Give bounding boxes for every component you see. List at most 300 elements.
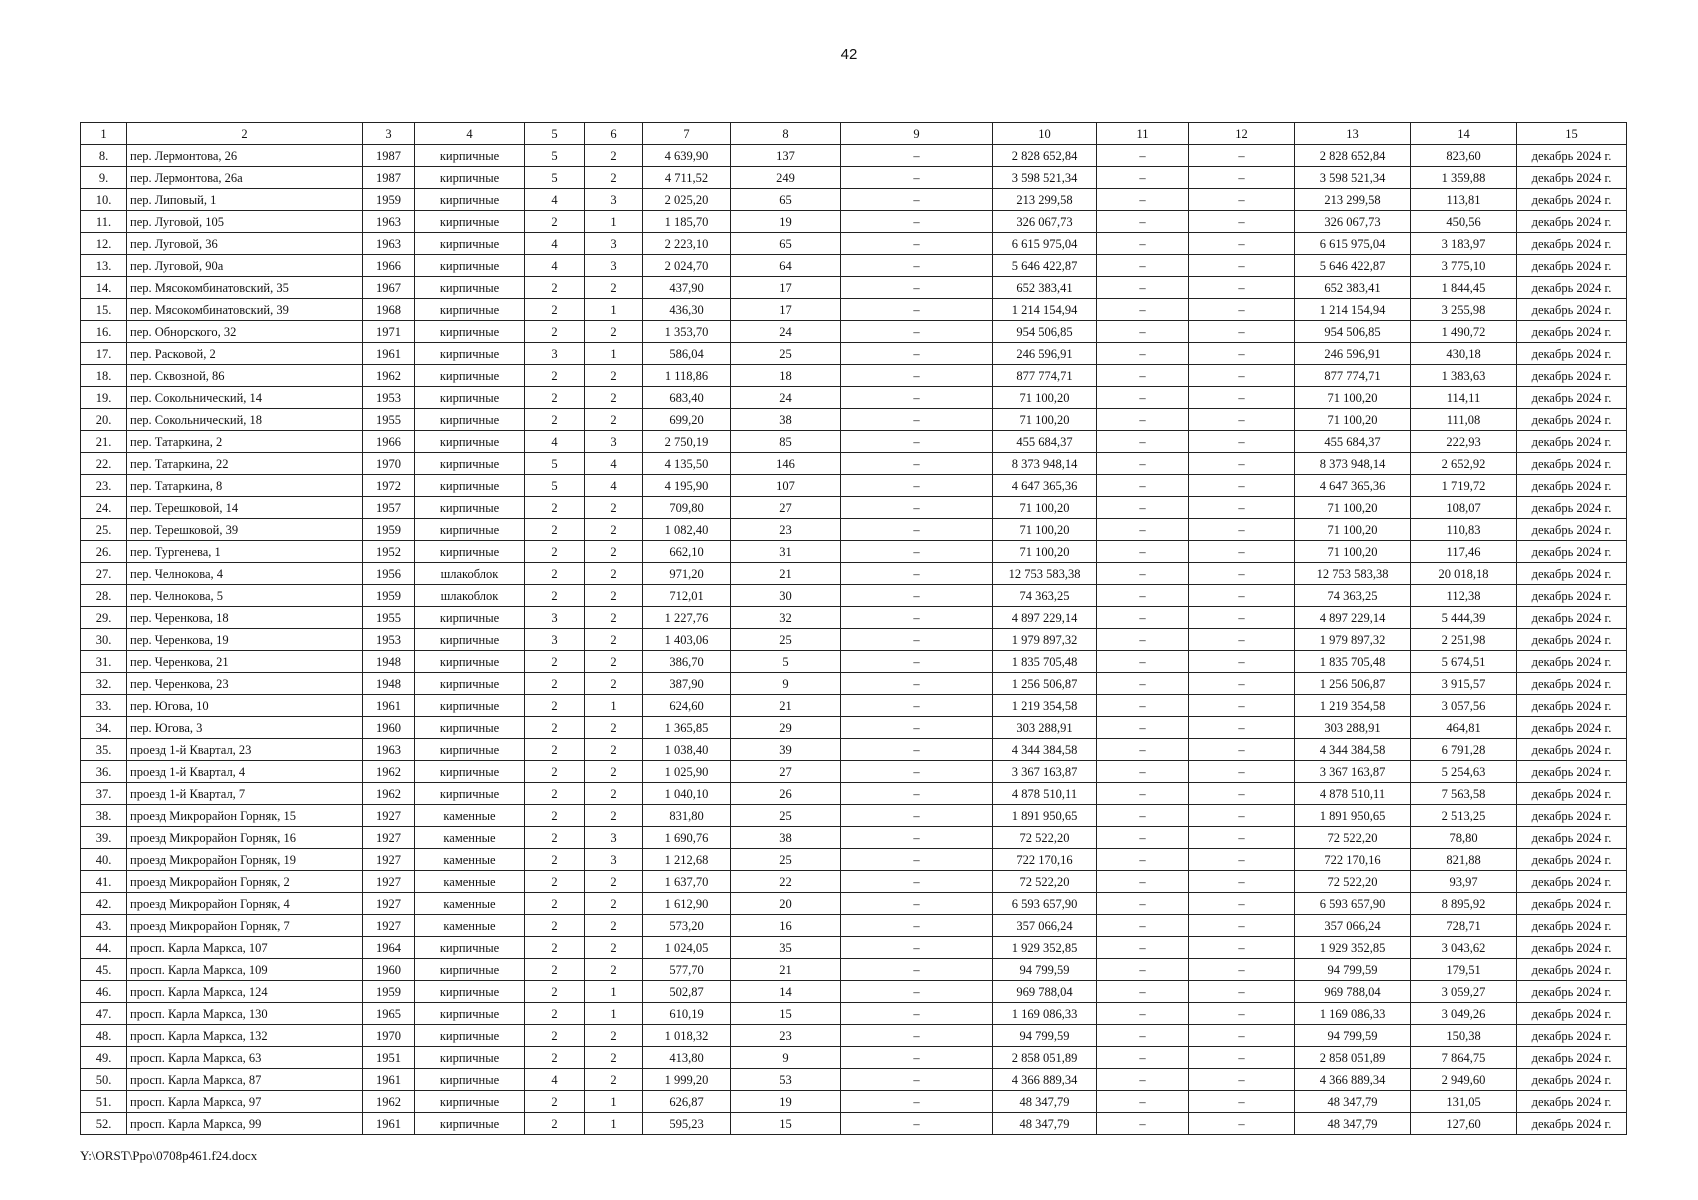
- table-cell: декабрь 2024 г.: [1517, 651, 1627, 673]
- table-cell: кирпичные: [415, 1003, 525, 1025]
- table-cell: 71 100,20: [1295, 519, 1411, 541]
- table-cell: –: [1189, 827, 1295, 849]
- table-cell: –: [1097, 827, 1189, 849]
- table-cell: каменные: [415, 871, 525, 893]
- table-cell: 24: [731, 387, 841, 409]
- table-cell: 4 897 229,14: [1295, 607, 1411, 629]
- table-cell: пер. Расковой, 2: [127, 343, 363, 365]
- table-cell: 94 799,59: [1295, 1025, 1411, 1047]
- table-cell: 1959: [363, 981, 415, 1003]
- table-row: [81, 1047, 1627, 1069]
- table-cell: 72 522,20: [1295, 827, 1411, 849]
- table-cell: 44.: [81, 937, 127, 959]
- table-cell: 2: [525, 959, 585, 981]
- table-cell: –: [1189, 541, 1295, 563]
- table-cell: декабрь 2024 г.: [1517, 475, 1627, 497]
- table-row: [81, 343, 1627, 365]
- table-cell: –: [1189, 893, 1295, 915]
- table-row: [81, 981, 1627, 1003]
- table-cell: 3 915,57: [1411, 673, 1517, 695]
- table-cell: просп. Карла Маркса, 130: [127, 1003, 363, 1025]
- table-cell: 1 082,40: [643, 519, 731, 541]
- table-cell: 5 444,39: [1411, 607, 1517, 629]
- table-cell: 2: [525, 409, 585, 431]
- table-cell: декабрь 2024 г.: [1517, 387, 1627, 409]
- table-cell: декабрь 2024 г.: [1517, 431, 1627, 453]
- table-cell: –: [1097, 695, 1189, 717]
- table-cell: 48 347,79: [993, 1091, 1097, 1113]
- table-cell: 2: [525, 717, 585, 739]
- table-cell: 2 858 051,89: [1295, 1047, 1411, 1069]
- table-cell: 46.: [81, 981, 127, 1003]
- table-cell: 3: [525, 629, 585, 651]
- table-cell: 5: [731, 651, 841, 673]
- table-cell: кирпичные: [415, 959, 525, 981]
- table-cell: –: [1189, 343, 1295, 365]
- table-cell: 1952: [363, 541, 415, 563]
- table-cell: –: [1097, 893, 1189, 915]
- table-row: [81, 1003, 1627, 1025]
- table-cell: 2 223,10: [643, 233, 731, 255]
- table-cell: 1 185,70: [643, 211, 731, 233]
- table-cell: декабрь 2024 г.: [1517, 145, 1627, 167]
- table-cell: 146: [731, 453, 841, 475]
- table-cell: 2: [585, 167, 643, 189]
- table-cell: 2: [585, 1069, 643, 1091]
- table-cell: 38.: [81, 805, 127, 827]
- table-cell: 2: [525, 695, 585, 717]
- table-cell: 2 652,92: [1411, 453, 1517, 475]
- table-row: [81, 365, 1627, 387]
- table-cell: 2: [525, 893, 585, 915]
- table-cell: проезд 1-й Квартал, 7: [127, 783, 363, 805]
- table-cell: 1972: [363, 475, 415, 497]
- table-cell: 2: [585, 871, 643, 893]
- table-cell: 179,51: [1411, 959, 1517, 981]
- table-cell: 25: [731, 849, 841, 871]
- table-cell: 21: [731, 959, 841, 981]
- table-cell: 652 383,41: [993, 277, 1097, 299]
- table-cell: 1 891 950,65: [1295, 805, 1411, 827]
- table-cell: 65: [731, 233, 841, 255]
- column-header: 3: [363, 123, 415, 145]
- table-cell: декабрь 2024 г.: [1517, 211, 1627, 233]
- table-cell: пер. Лермонтова, 26а: [127, 167, 363, 189]
- table-cell: кирпичные: [415, 431, 525, 453]
- table-cell: 27.: [81, 563, 127, 585]
- table-cell: 1 169 086,33: [1295, 1003, 1411, 1025]
- table-cell: 7 563,58: [1411, 783, 1517, 805]
- table-cell: 15: [731, 1003, 841, 1025]
- table-cell: 326 067,73: [993, 211, 1097, 233]
- table-cell: 5 674,51: [1411, 651, 1517, 673]
- table-cell: –: [1097, 651, 1189, 673]
- table-cell: –: [841, 937, 993, 959]
- table-cell: –: [1097, 673, 1189, 695]
- table-cell: –: [1189, 849, 1295, 871]
- table-cell: 38: [731, 409, 841, 431]
- table-cell: 1951: [363, 1047, 415, 1069]
- table-row: [81, 167, 1627, 189]
- table-cell: 114,11: [1411, 387, 1517, 409]
- table-cell: 1959: [363, 189, 415, 211]
- table-cell: 8 373 948,14: [993, 453, 1097, 475]
- table-cell: декабрь 2024 г.: [1517, 563, 1627, 585]
- table-cell: 4 711,52: [643, 167, 731, 189]
- table-row: [81, 937, 1627, 959]
- table-cell: –: [1097, 255, 1189, 277]
- table-cell: –: [1189, 937, 1295, 959]
- table-row: [81, 563, 1627, 585]
- table-cell: –: [1189, 255, 1295, 277]
- table-row: [81, 453, 1627, 475]
- table-cell: шлакоблок: [415, 563, 525, 585]
- table-cell: –: [1189, 233, 1295, 255]
- table-row: [81, 893, 1627, 915]
- table-cell: проезд Микрорайон Горняк, 2: [127, 871, 363, 893]
- table-cell: –: [1097, 299, 1189, 321]
- table-cell: 2: [585, 915, 643, 937]
- table-cell: 48 347,79: [993, 1113, 1097, 1135]
- table-cell: 610,19: [643, 1003, 731, 1025]
- table-cell: 246 596,91: [993, 343, 1097, 365]
- table-cell: 72 522,20: [993, 871, 1097, 893]
- table-cell: 94 799,59: [1295, 959, 1411, 981]
- table-cell: –: [841, 1047, 993, 1069]
- table-cell: 39: [731, 739, 841, 761]
- table-cell: –: [1097, 409, 1189, 431]
- table-cell: 26: [731, 783, 841, 805]
- table-cell: 85: [731, 431, 841, 453]
- table-cell: 94 799,59: [993, 1025, 1097, 1047]
- table-row: [81, 783, 1627, 805]
- table-cell: 4 366 889,34: [1295, 1069, 1411, 1091]
- table-cell: 450,56: [1411, 211, 1517, 233]
- table-row: [81, 541, 1627, 563]
- table-cell: декабрь 2024 г.: [1517, 893, 1627, 915]
- table-cell: 52.: [81, 1113, 127, 1135]
- table-cell: 1961: [363, 1069, 415, 1091]
- table-cell: 1 891 950,65: [993, 805, 1097, 827]
- table-cell: –: [1097, 453, 1189, 475]
- column-header: 13: [1295, 123, 1411, 145]
- table-cell: 2: [525, 981, 585, 1003]
- table-cell: 969 788,04: [1295, 981, 1411, 1003]
- table-cell: 19: [731, 211, 841, 233]
- table-cell: каменные: [415, 849, 525, 871]
- footer-file-path: Y:\ORST\Ppo\0708p461.f24.docx: [80, 1148, 258, 1163]
- table-cell: 2: [585, 717, 643, 739]
- table-cell: 2: [525, 1025, 585, 1047]
- table-cell: –: [1097, 343, 1189, 365]
- table-cell: –: [841, 673, 993, 695]
- table-cell: –: [1189, 277, 1295, 299]
- table-cell: –: [841, 321, 993, 343]
- table-cell: 303 288,91: [993, 717, 1097, 739]
- table-cell: 1970: [363, 1025, 415, 1047]
- table-cell: декабрь 2024 г.: [1517, 849, 1627, 871]
- table-cell: 2: [585, 805, 643, 827]
- table-cell: 1 212,68: [643, 849, 731, 871]
- table-cell: 1 929 352,85: [993, 937, 1097, 959]
- table-cell: пер. Черенкова, 21: [127, 651, 363, 673]
- table-cell: –: [841, 431, 993, 453]
- table-cell: –: [1097, 189, 1189, 211]
- table-cell: 4: [525, 233, 585, 255]
- table-cell: 9.: [81, 167, 127, 189]
- table-cell: 1 929 352,85: [1295, 937, 1411, 959]
- table-cell: кирпичные: [415, 783, 525, 805]
- table-cell: –: [1097, 563, 1189, 585]
- table-cell: –: [841, 277, 993, 299]
- table-row: [81, 1069, 1627, 1091]
- table-cell: кирпичные: [415, 629, 525, 651]
- table-cell: –: [1097, 233, 1189, 255]
- table-cell: пер. Мясокомбинатовский, 35: [127, 277, 363, 299]
- column-header: 2: [127, 123, 363, 145]
- table-cell: 573,20: [643, 915, 731, 937]
- column-header: 12: [1189, 123, 1295, 145]
- table-cell: 3: [585, 849, 643, 871]
- table-cell: кирпичные: [415, 365, 525, 387]
- table-cell: –: [1189, 981, 1295, 1003]
- table-cell: 683,40: [643, 387, 731, 409]
- table-cell: 877 774,71: [993, 365, 1097, 387]
- table-cell: каменные: [415, 827, 525, 849]
- table-cell: 823,60: [1411, 145, 1517, 167]
- table-cell: 30.: [81, 629, 127, 651]
- table-cell: 5: [525, 167, 585, 189]
- column-header: 11: [1097, 123, 1189, 145]
- table-cell: 2: [525, 673, 585, 695]
- table-cell: 22.: [81, 453, 127, 475]
- table-cell: 662,10: [643, 541, 731, 563]
- table-cell: –: [841, 1003, 993, 1025]
- table-cell: декабрь 2024 г.: [1517, 1069, 1627, 1091]
- table-cell: –: [1189, 607, 1295, 629]
- table-cell: 16: [731, 915, 841, 937]
- table-cell: –: [1097, 365, 1189, 387]
- table-cell: –: [1097, 145, 1189, 167]
- table-row: [81, 321, 1627, 343]
- table-cell: 709,80: [643, 497, 731, 519]
- table-cell: пер. Сквозной, 86: [127, 365, 363, 387]
- table-cell: 1 256 506,87: [1295, 673, 1411, 695]
- table-cell: 1927: [363, 849, 415, 871]
- table-cell: 150,38: [1411, 1025, 1517, 1047]
- table-cell: 1 018,32: [643, 1025, 731, 1047]
- table-cell: 71 100,20: [993, 409, 1097, 431]
- table-cell: декабрь 2024 г.: [1517, 255, 1627, 277]
- table-cell: 4 647 365,36: [1295, 475, 1411, 497]
- table-cell: 2: [525, 541, 585, 563]
- table-cell: проезд Микрорайон Горняк, 16: [127, 827, 363, 849]
- table-cell: –: [1189, 563, 1295, 585]
- table-cell: 110,83: [1411, 519, 1517, 541]
- table-cell: просп. Карла Маркса, 99: [127, 1113, 363, 1135]
- table-cell: 1 719,72: [1411, 475, 1517, 497]
- table-cell: пер. Обнорского, 32: [127, 321, 363, 343]
- table-cell: кирпичные: [415, 233, 525, 255]
- table-cell: –: [1097, 805, 1189, 827]
- table-cell: 387,90: [643, 673, 731, 695]
- table-cell: декабрь 2024 г.: [1517, 233, 1627, 255]
- table-row: [81, 915, 1627, 937]
- table-cell: декабрь 2024 г.: [1517, 409, 1627, 431]
- table-cell: 1 256 506,87: [993, 673, 1097, 695]
- table-cell: пер. Терешковой, 14: [127, 497, 363, 519]
- table-cell: –: [841, 145, 993, 167]
- table-cell: 1 835 705,48: [993, 651, 1097, 673]
- table-cell: 11.: [81, 211, 127, 233]
- table-cell: декабрь 2024 г.: [1517, 937, 1627, 959]
- column-header: 9: [841, 123, 993, 145]
- table-cell: декабрь 2024 г.: [1517, 805, 1627, 827]
- table-cell: 1927: [363, 827, 415, 849]
- table-cell: –: [1189, 299, 1295, 321]
- table-cell: 35: [731, 937, 841, 959]
- table-cell: пер. Челнокова, 4: [127, 563, 363, 585]
- table-cell: 2: [585, 585, 643, 607]
- table-cell: 2: [525, 1003, 585, 1025]
- table-cell: 2: [585, 409, 643, 431]
- table-cell: –: [1097, 1025, 1189, 1047]
- table-cell: 47.: [81, 1003, 127, 1025]
- table-cell: –: [841, 189, 993, 211]
- table-cell: пер. Челнокова, 5: [127, 585, 363, 607]
- table-cell: 2 513,25: [1411, 805, 1517, 827]
- table-cell: –: [841, 805, 993, 827]
- table-cell: 1 365,85: [643, 717, 731, 739]
- table-cell: –: [1097, 739, 1189, 761]
- table-row: [81, 959, 1627, 981]
- table-cell: 3 183,97: [1411, 233, 1517, 255]
- table-cell: 436,30: [643, 299, 731, 321]
- table-cell: кирпичные: [415, 541, 525, 563]
- table-cell: декабрь 2024 г.: [1517, 497, 1627, 519]
- table-cell: 728,71: [1411, 915, 1517, 937]
- table-cell: 1948: [363, 673, 415, 695]
- table-cell: декабрь 2024 г.: [1517, 871, 1627, 893]
- table-row: [81, 189, 1627, 211]
- table-row: [81, 475, 1627, 497]
- table-cell: –: [1097, 321, 1189, 343]
- table-cell: 12 753 583,38: [993, 563, 1097, 585]
- table-cell: 2 949,60: [1411, 1069, 1517, 1091]
- table-cell: декабрь 2024 г.: [1517, 541, 1627, 563]
- table-cell: 28.: [81, 585, 127, 607]
- table-cell: 595,23: [643, 1113, 731, 1135]
- table-row: [81, 827, 1627, 849]
- table-cell: кирпичные: [415, 1091, 525, 1113]
- table-cell: 464,81: [1411, 717, 1517, 739]
- table-cell: 1956: [363, 563, 415, 585]
- table-cell: просп. Карла Маркса, 87: [127, 1069, 363, 1091]
- table-cell: –: [841, 233, 993, 255]
- table-cell: 877 774,71: [1295, 365, 1411, 387]
- table-cell: 131,05: [1411, 1091, 1517, 1113]
- table-cell: 1962: [363, 1091, 415, 1113]
- table-cell: 1 353,70: [643, 321, 731, 343]
- table-cell: 2: [585, 673, 643, 695]
- table-cell: –: [841, 1025, 993, 1047]
- table-cell: 1970: [363, 453, 415, 475]
- table-cell: 1 214 154,94: [1295, 299, 1411, 321]
- table-cell: декабрь 2024 г.: [1517, 1091, 1627, 1113]
- table-cell: 1: [585, 211, 643, 233]
- table-row: [81, 211, 1627, 233]
- table-cell: пер. Черенкова, 23: [127, 673, 363, 695]
- table-cell: –: [1189, 1003, 1295, 1025]
- table-cell: 27: [731, 761, 841, 783]
- table-cell: 1955: [363, 409, 415, 431]
- table-cell: кирпичные: [415, 1025, 525, 1047]
- table-cell: 1966: [363, 255, 415, 277]
- table-cell: 9: [731, 1047, 841, 1069]
- table-cell: 1 219 354,58: [1295, 695, 1411, 717]
- table-cell: 24.: [81, 497, 127, 519]
- table-cell: 2: [525, 585, 585, 607]
- table-row: [81, 871, 1627, 893]
- table-cell: 72 522,20: [1295, 871, 1411, 893]
- table-cell: 1953: [363, 629, 415, 651]
- table-cell: 71 100,20: [1295, 541, 1411, 563]
- table-cell: –: [1189, 673, 1295, 695]
- column-header: 14: [1411, 123, 1517, 145]
- table-cell: 413,80: [643, 1047, 731, 1069]
- table-body: [81, 145, 1627, 1135]
- table-row: [81, 497, 1627, 519]
- table-cell: 17: [731, 299, 841, 321]
- table-cell: –: [841, 915, 993, 937]
- table-cell: 72 522,20: [993, 827, 1097, 849]
- table-cell: декабрь 2024 г.: [1517, 1003, 1627, 1025]
- table-cell: кирпичные: [415, 343, 525, 365]
- table-cell: пер. Татаркина, 22: [127, 453, 363, 475]
- table-cell: 32: [731, 607, 841, 629]
- table-cell: –: [841, 717, 993, 739]
- table-cell: 18.: [81, 365, 127, 387]
- table-cell: 1 227,76: [643, 607, 731, 629]
- table-cell: 17: [731, 277, 841, 299]
- table-cell: декабрь 2024 г.: [1517, 1047, 1627, 1069]
- table-cell: –: [1189, 871, 1295, 893]
- table-cell: –: [1097, 387, 1189, 409]
- table-cell: –: [841, 651, 993, 673]
- table-cell: –: [1097, 277, 1189, 299]
- table-row: [81, 629, 1627, 651]
- table-cell: 954 506,85: [1295, 321, 1411, 343]
- table-cell: 4 366 889,34: [993, 1069, 1097, 1091]
- table-cell: 14: [731, 981, 841, 1003]
- table-cell: 2: [525, 871, 585, 893]
- table-cell: 1965: [363, 1003, 415, 1025]
- table-cell: 12 753 583,38: [1295, 563, 1411, 585]
- table-cell: –: [1097, 717, 1189, 739]
- table-cell: –: [841, 1069, 993, 1091]
- housing-register-table: [80, 122, 1627, 1135]
- table-cell: каменные: [415, 805, 525, 827]
- table-cell: 94 799,59: [993, 959, 1097, 981]
- table-cell: 29.: [81, 607, 127, 629]
- table-row: [81, 761, 1627, 783]
- table-cell: 13.: [81, 255, 127, 277]
- table-cell: –: [841, 607, 993, 629]
- table-cell: 6 791,28: [1411, 739, 1517, 761]
- table-cell: 2: [525, 849, 585, 871]
- table-cell: 71 100,20: [1295, 497, 1411, 519]
- table-cell: 50.: [81, 1069, 127, 1091]
